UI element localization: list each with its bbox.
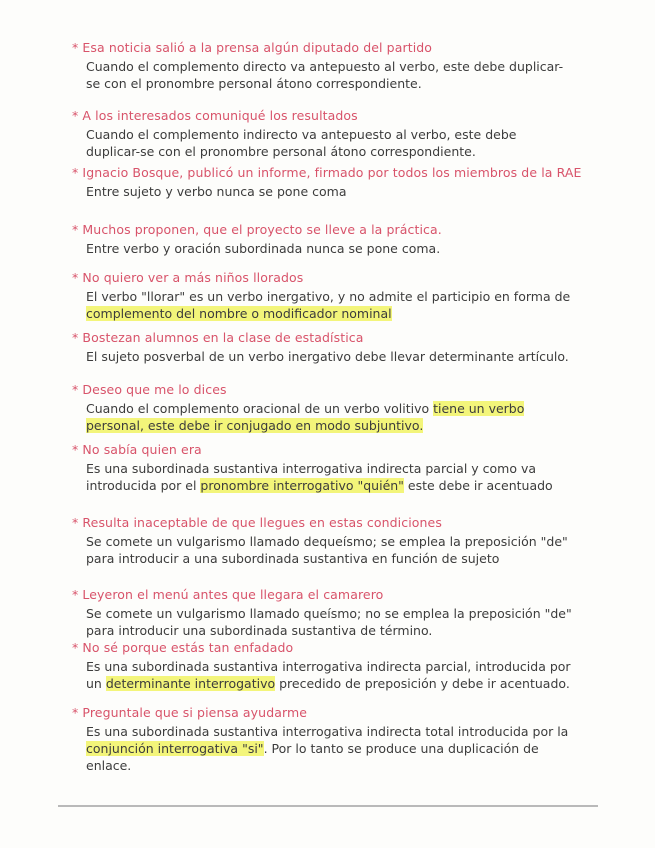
explanation-plain: Cuando el complemento oracional de un verbo volitivo	[86, 401, 434, 416]
highlighted-term: tiene un verbo personal, este debe ir conjugado en modo subjuntivo.	[86, 401, 525, 433]
explanation-text: Se comete un vulgarismo llamado queísmo; no se emplea la preposición "de" para introducir una subordinada sustantiva de término.	[86, 606, 572, 638]
entry-8	[72, 442, 592, 494]
incorrect-sentence: * Bostezan alumnos en la clase de estadística	[72, 330, 364, 345]
explanation-text: El sujeto posverbal de un verbo inergativo debe llevar determinante artículo.	[86, 349, 569, 364]
explanation-text: Entre verbo y oración subordinada nunca se pone coma.	[86, 241, 441, 256]
entry-5	[72, 270, 592, 322]
incorrect-sentence: * No sé porque estás tan enfadado	[72, 640, 294, 655]
explanation-plain: precedido de preposición y debe ir acentuado.	[275, 676, 570, 691]
explanation-text: Se comete un vulgarismo llamado dequeísmo; se emplea la preposición "de" para introducir a una subordinada sustantiva en función de sujeto	[86, 534, 568, 566]
incorrect-sentence: * Ignacio Bosque, publicó un informe, firmado por todos los miembros de la RAE	[72, 165, 582, 180]
explanation-text: Entre sujeto y verbo nunca se pone coma	[86, 184, 347, 199]
explanation-plain: Es una subordinada sustantiva interrogativa indirecta parcial y como va introducida por el	[86, 461, 537, 493]
explanation-text: Cuando el complemento indirecto va antepuesto al verbo, este debe duplicar-se con el pronombre personal átono correspondiente.	[86, 127, 517, 159]
incorrect-sentence: * Esa noticia salió a la prensa algún diputado del partido	[72, 40, 433, 55]
explanation-text	[72, 723, 592, 774]
highlighted-term: determinante interrogativo	[105, 676, 276, 691]
incorrect-sentence: * Resulta inaceptable de que llegues en estas condiciones	[72, 515, 442, 530]
entry-7	[72, 382, 592, 434]
explanation-plain: Es una subordinada sustantiva interrogativa indirecta total introducida por la	[86, 724, 569, 739]
entry-2	[72, 108, 592, 160]
incorrect-sentence: * Leyeron el menú antes que llegara el camarero	[72, 587, 384, 602]
explanation-text	[72, 400, 592, 434]
entry-3	[72, 165, 592, 200]
explanation-plain: Es una subordinada sustantiva interrogativa indirecta parcial, introducida por un	[86, 659, 571, 691]
explanation-text	[72, 658, 592, 692]
incorrect-sentence: * Preguntale que si piensa ayudarme	[72, 705, 308, 720]
incorrect-sentence: * No sabía quien era	[72, 442, 202, 457]
highlighted-term: conjunción interrogativa "si"	[86, 741, 264, 756]
incorrect-sentence: * Muchos proponen, que el proyecto se lleve a la práctica.	[72, 222, 442, 237]
explanation-plain: . Por lo tanto se produce una duplicación de enlace.	[86, 741, 539, 773]
incorrect-sentence: * No quiero ver a más niños llorados	[72, 270, 304, 285]
entry-11	[72, 640, 592, 692]
entry-9	[72, 515, 592, 567]
incorrect-sentence: * A los interesados comuniqué los resultados	[72, 108, 358, 123]
highlighted-term: complemento del nombre o modificador nominal	[86, 306, 392, 321]
explanation-text: Cuando el complemento directo va antepuesto al verbo, este debe duplicar-se con el pronombre personal átono correspondiente.	[86, 59, 564, 91]
page-bottom-edge	[58, 805, 598, 807]
entry-12	[72, 705, 592, 774]
explanation-plain: El verbo "llorar" es un verbo inergativo, y no admite el participio en forma de	[86, 289, 571, 304]
explanation-text	[72, 460, 592, 494]
explanation-text	[72, 288, 592, 322]
entry-4	[72, 222, 592, 257]
explanation-plain: este debe ir acentuado	[403, 478, 553, 493]
entry-1	[72, 40, 592, 92]
highlighted-term: pronombre interrogativo "quién"	[200, 478, 404, 493]
entry-10	[72, 587, 592, 639]
incorrect-sentence: * Deseo que me lo dices	[72, 382, 227, 397]
entry-6	[72, 330, 592, 365]
